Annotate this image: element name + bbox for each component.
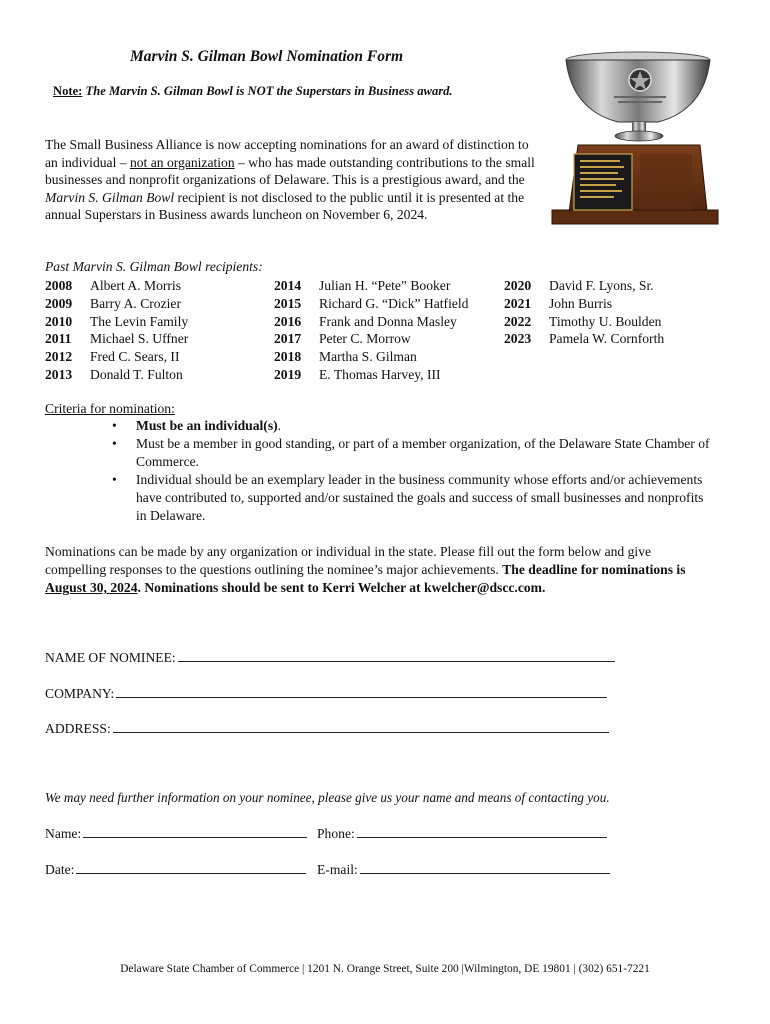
recipient-row — [45, 313, 188, 331]
recipient-name: Frank and Donna Masley — [319, 313, 457, 329]
recipient-year: 2016 — [274, 313, 302, 329]
recipient-name: Julian H. “Pete” Booker — [319, 278, 451, 293]
recipient-name: Barry A. Crozier — [90, 295, 181, 311]
recipient-name: E. Thomas Harvey, III — [319, 366, 441, 382]
date-label: Date: — [45, 862, 75, 877]
recipient-year: 2022 — [504, 313, 532, 329]
phone-line[interactable] — [357, 825, 607, 838]
recipient-name: Michael S. Uffner — [90, 331, 189, 347]
intro-underlined: not an organization — [129, 154, 235, 170]
submitter-name-label: Name: — [45, 826, 82, 841]
criteria-item — [112, 471, 711, 525]
recipient-name: Martha S. Gilman — [319, 349, 417, 365]
recipient-name: Peter C. Morrow — [319, 331, 411, 347]
nominations-text: Nominations can be made by any organization or individual in the state. Please fill out the form below and give compelling responses to the questions outlining the nominee’s major achievements. — [45, 544, 652, 577]
recipient-year: 2013 — [45, 366, 73, 382]
company-label: COMPANY: — [45, 686, 115, 701]
note-label: Note: — [53, 84, 83, 98]
intro-text-2: – who has made outstanding contributions to the small businesses and nonprofit organizations of Delaware. This is a prestigious award, and the — [45, 154, 535, 187]
email-field[interactable] — [317, 861, 610, 878]
recipient-row — [274, 348, 468, 366]
trophy-image — [548, 50, 720, 230]
recipient-row — [504, 313, 664, 331]
submitter-name-field[interactable] — [45, 825, 307, 842]
criteria-item-text: Must be a member in good standing, or part of a member organization, of the Delaware State Chamber of Commerce. — [136, 436, 710, 469]
email-label: E-mail: — [317, 862, 358, 877]
recipient-year: 2019 — [274, 366, 302, 382]
recipient-row — [45, 295, 188, 313]
recipients-column-2 — [274, 277, 468, 384]
address-field[interactable] — [45, 720, 609, 737]
deadline-contact: . Nominations should be sent to Kerri Welcher at kwelcher@dscc.com. — [137, 580, 546, 595]
criteria-item — [112, 435, 722, 471]
note — [53, 84, 453, 99]
recipient-year: 2008 — [45, 278, 73, 293]
recipient-year: 2010 — [45, 313, 73, 329]
recipient-year: 2012 — [45, 349, 73, 365]
date-field[interactable] — [45, 861, 306, 878]
deadline-text: The deadline for nominations is — [502, 562, 686, 577]
criteria-item-tail: . — [277, 418, 282, 433]
nominations-paragraph — [45, 543, 715, 597]
submitter-name-line[interactable] — [83, 825, 307, 838]
recipients-column-3 — [504, 277, 664, 348]
recipient-year: 2021 — [504, 295, 532, 311]
recipients-column-1 — [45, 277, 188, 384]
recipient-row — [504, 295, 664, 313]
nominee-name-label: NAME OF NOMINEE: — [45, 650, 176, 665]
recipient-name: Richard G. “Dick” Hatfield — [319, 295, 469, 311]
criteria-item-text: Individual should be an exemplary leader in the business community whose efforts and/or achievements have contributed to, supported and/or sustained the goals and success of small businesses and nonprofits in Delaware. — [136, 472, 704, 523]
recipient-name: David F. Lyons, Sr. — [549, 278, 654, 293]
recipient-row — [45, 348, 188, 366]
nominee-name-line[interactable] — [178, 649, 615, 662]
recipient-year: 2018 — [274, 349, 302, 365]
recipient-year: 2014 — [274, 278, 302, 293]
recipient-row — [274, 366, 468, 384]
recipient-name: Pamela W. Cornforth — [549, 331, 665, 347]
recipient-row — [274, 330, 468, 348]
recipient-row — [45, 277, 188, 295]
bullet-icon: • — [112, 418, 117, 433]
bullet-icon: • — [112, 436, 117, 451]
intro-paragraph — [45, 136, 537, 224]
recipient-name: Fred C. Sears, II — [90, 349, 180, 365]
criteria-list — [112, 417, 722, 525]
recipient-name: Timothy U. Boulden — [549, 313, 662, 329]
contact-note: We may need further information on your nominee, please give us your name and means of contacting you. — [45, 790, 610, 805]
nominee-name-field[interactable] — [45, 649, 615, 666]
intro-text-1: The Small Business Alliance is now accepting nominations for an award of distinction to an individual – — [45, 137, 529, 170]
company-field[interactable] — [45, 685, 607, 702]
address-line[interactable] — [113, 720, 609, 733]
recipient-year: 2011 — [45, 331, 72, 347]
recipient-name: The Levin Family — [90, 313, 189, 329]
page-title: Marvin S. Gilman Bowl Nomination Form — [130, 48, 404, 65]
deadline-date: August 30, 2024 — [45, 580, 138, 595]
recipient-row — [504, 277, 664, 295]
recipient-row — [45, 366, 188, 384]
criteria-item-bold: Must be an individual(s) — [136, 418, 278, 433]
recipient-row — [274, 295, 468, 313]
recipient-year: 2020 — [504, 278, 532, 293]
email-line[interactable] — [360, 861, 610, 874]
criteria-heading: Criteria for nomination: — [45, 401, 175, 416]
recipient-row — [45, 330, 188, 348]
recipient-row — [504, 330, 664, 348]
recipient-name: John Burris — [549, 295, 613, 311]
recipient-name: Albert A. Morris — [90, 278, 181, 293]
criteria-item — [112, 417, 722, 435]
recipients-heading: Past Marvin S. Gilman Bowl recipients: — [45, 259, 263, 274]
phone-field[interactable] — [317, 825, 607, 842]
recipient-year: 2017 — [274, 331, 302, 347]
footer-contact: Delaware State Chamber of Commerce | 1201 N. Orange Street, Suite 200 |Wilmington, DE 19801 | (302) 651-7221 — [120, 963, 650, 975]
intro-text-3: recipient is not disclosed to the public until it is presented at the annual Superstars in Business awards luncheon on November 6, 2024. — [45, 189, 525, 222]
intro-italic: Marvin S. Gilman Bowl — [45, 189, 175, 205]
phone-label: Phone: — [317, 826, 355, 841]
address-label: ADDRESS: — [45, 721, 111, 736]
recipient-year: 2015 — [274, 295, 302, 311]
company-line[interactable] — [116, 685, 607, 698]
note-text: The Marvin S. Gilman Bowl is NOT the Superstars in Business award. — [82, 84, 453, 98]
recipient-name: Donald T. Fulton — [90, 366, 183, 382]
date-line[interactable] — [76, 861, 306, 874]
recipient-year: 2023 — [504, 331, 532, 347]
bullet-icon: • — [112, 472, 117, 487]
recipient-row — [274, 313, 468, 331]
recipient-row — [274, 277, 468, 295]
recipient-year: 2009 — [45, 295, 73, 311]
